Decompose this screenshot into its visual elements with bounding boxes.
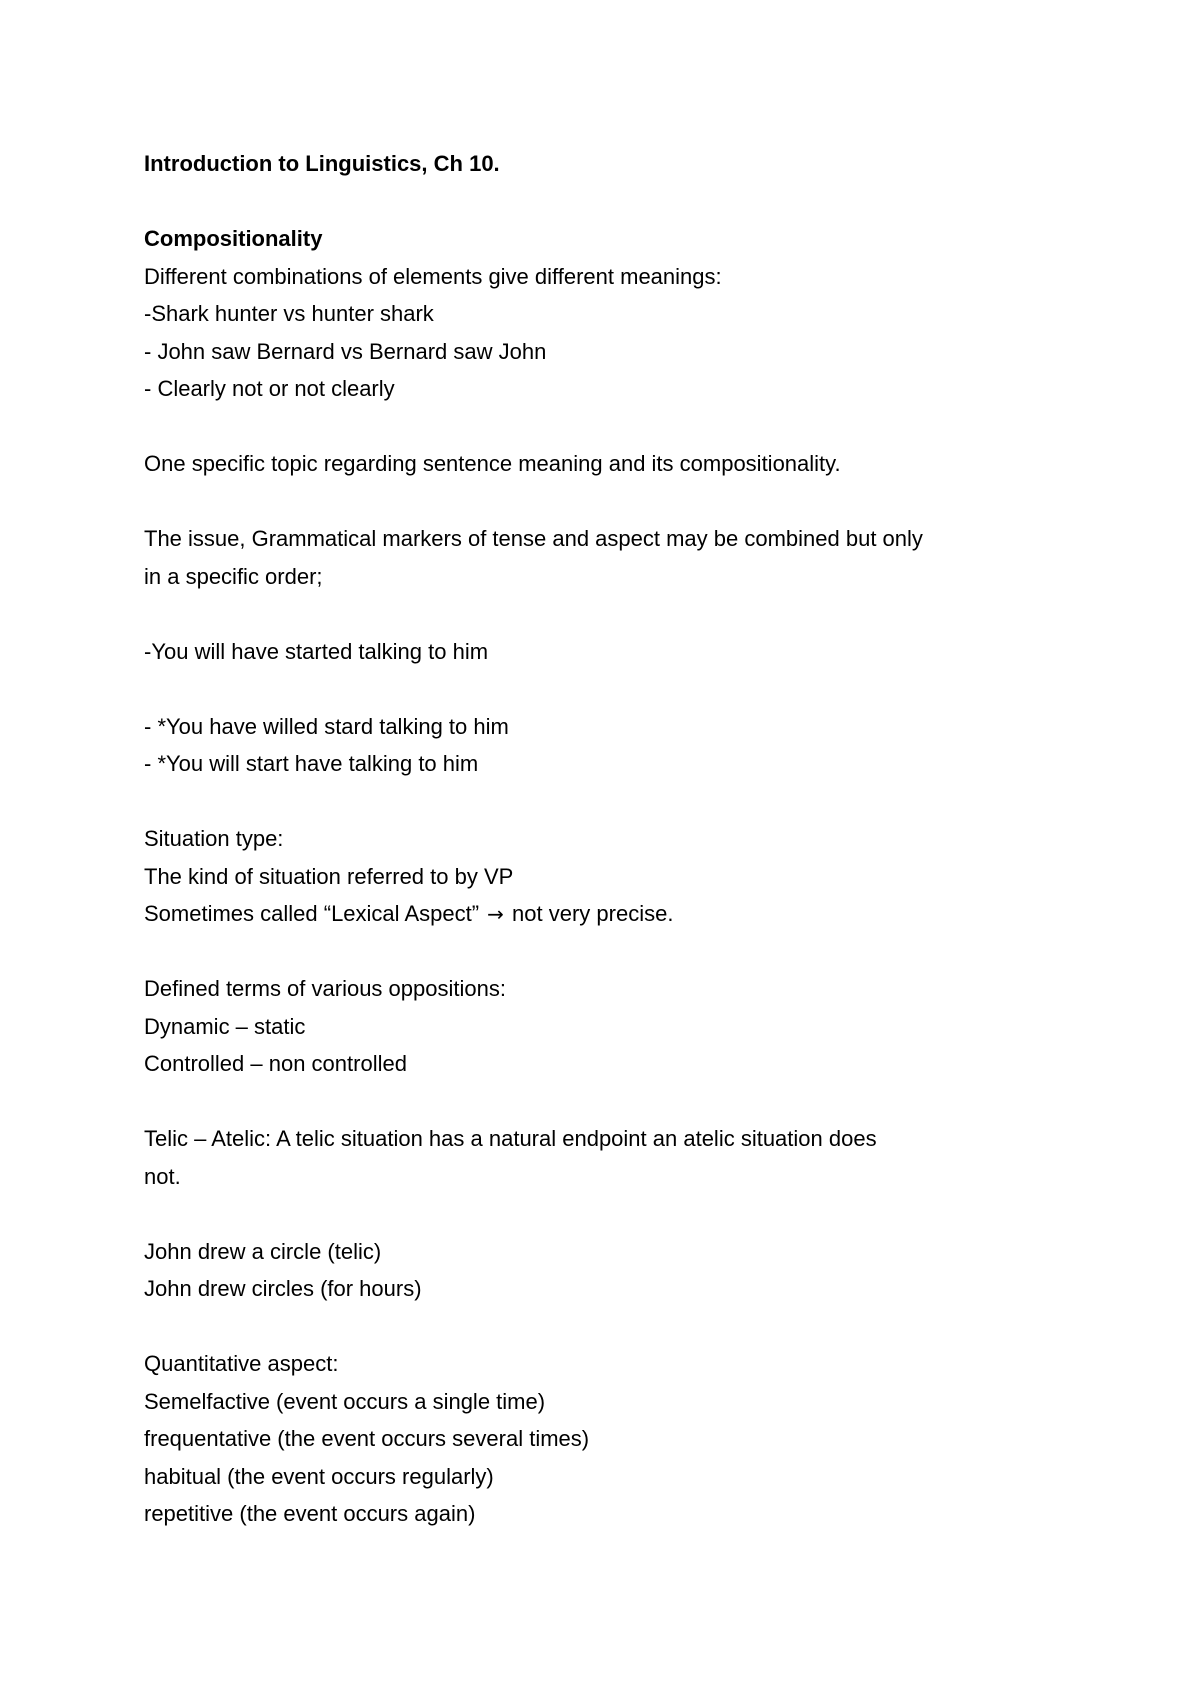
oppositions-intro: Defined terms of various oppositions: [144,976,506,1001]
telic-example: John drew circles (for hours) [144,1276,422,1301]
spacer [144,783,1074,821]
compositionality-example: - Clearly not or not clearly [144,376,395,401]
order-example-correct: -You will have started talking to him [144,638,489,664]
right-arrow-icon: → [487,902,504,926]
telic-example: John drew a circle (telic) [144,1238,382,1264]
spacer [144,595,1074,633]
compositionality-example: -Shark hunter vs hunter shark [144,301,434,326]
topic-paragraph: One specific topic regarding sentence meaning and its compositionality. [144,451,841,476]
compositionality-heading: Compositionality [144,226,323,251]
spacer [144,408,1074,446]
issue-line: The issue, Grammatical markers of tense and aspect may be combined but only [144,526,923,551]
quantitative-aspect-item: Semelfactive (event occurs a single time) [144,1388,546,1414]
situation-type-note-tail: not very precise. [512,901,674,926]
opposition-item: Controlled – non controlled [144,1051,407,1076]
quantitative-aspect-heading: Quantitative aspect: [144,1351,339,1376]
spacer [144,183,1074,221]
telic-definition-line: not. [144,1163,181,1189]
opposition-item: Dynamic – static [144,1013,306,1039]
compositionality-intro: Different combinations of elements give different meanings: [144,263,722,289]
spacer [144,1195,1074,1233]
telic-definition-line: Telic – Atelic: A telic situation has a natural endpoint an atelic situation does [144,1126,877,1151]
quantitative-aspect-item: repetitive (the event occurs again) [144,1501,476,1526]
situation-type-note-text: Sometimes called “Lexical Aspect” [144,901,480,926]
compositionality-example: - John saw Bernard vs Bernard saw John [144,338,547,364]
quantitative-aspect-item: habitual (the event occurs regularly) [144,1463,494,1489]
spacer [144,1308,1074,1346]
situation-type-heading: Situation type: [144,826,284,851]
document-body [144,145,1074,1533]
spacer [144,670,1074,708]
order-example-wrong: - *You have willed stard talking to him [144,713,509,739]
issue-line: in a specific order; [144,563,323,589]
quantitative-aspect-item: frequentative (the event occurs several times) [144,1426,590,1451]
situation-type-note [144,895,1074,933]
document-title: Introduction to Linguistics, Ch 10. [144,151,500,176]
spacer [144,933,1074,971]
spacer [144,483,1074,521]
situation-type-definition: The kind of situation referred to by VP [144,863,514,889]
order-example-wrong: - *You will start have talking to him [144,751,479,776]
spacer [144,1083,1074,1121]
